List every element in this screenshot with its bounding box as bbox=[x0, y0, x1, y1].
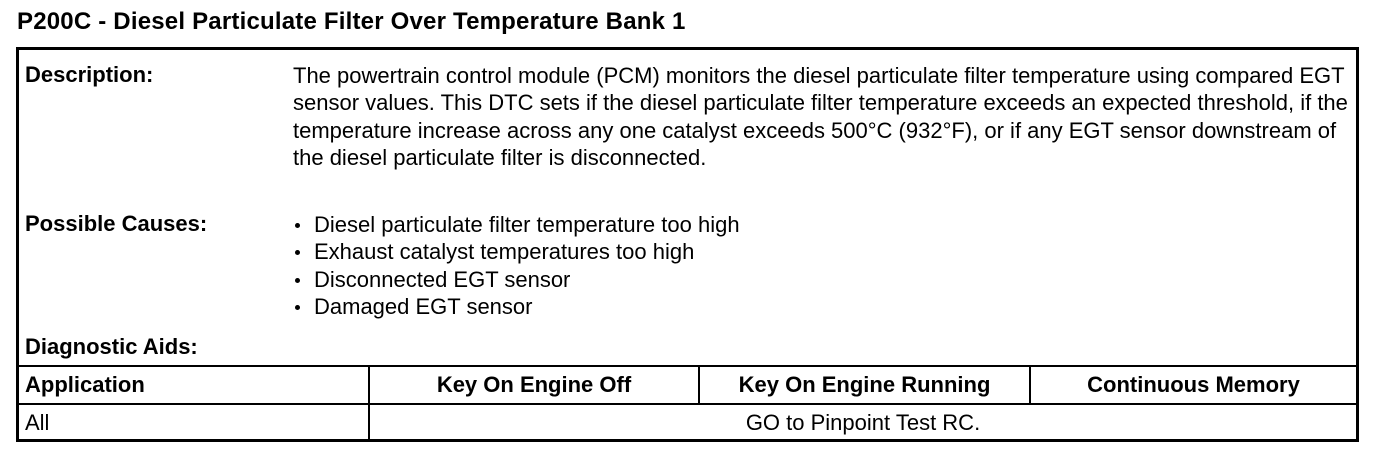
diagnostic-aids-label: Diagnostic Aids: bbox=[25, 334, 198, 359]
cause-item: Diesel particulate filter temperature too high bbox=[293, 211, 1353, 238]
table-header-continuous-memory: Continuous Memory bbox=[1087, 372, 1300, 397]
possible-causes-list bbox=[293, 211, 1353, 320]
table-cell-application: All bbox=[25, 410, 50, 435]
description-text: The powertrain control module (PCM) monitors the diesel particulate filter temperature using compared EGT sensor values. This DTC sets if the diesel particulate filter temperature exceeds an expected threshold, if the temperature increase across any one catalyst exceeds 500°C (932°F), or if any EGT sensor downstream of the diesel particulate filter is disconnected. bbox=[293, 63, 1348, 170]
table-header-application: Application bbox=[25, 372, 145, 397]
possible-causes-list-container bbox=[293, 211, 1353, 320]
page-title: P200C - Diesel Particulate Filter Over Temperature Bank 1 bbox=[17, 8, 686, 35]
table-cell-pinpoint-test-action: GO to Pinpoint Test RC. bbox=[745, 410, 981, 435]
cause-item: Exhaust catalyst temperatures too high bbox=[293, 238, 1353, 265]
cause-item: Disconnected EGT sensor bbox=[293, 266, 1353, 293]
table-header-key-on-engine-off: Key On Engine Off bbox=[436, 372, 632, 397]
possible-causes-label: Possible Causes: bbox=[25, 211, 208, 236]
dtc-info-table bbox=[16, 47, 1359, 442]
cause-item: Damaged EGT sensor bbox=[293, 293, 1353, 320]
description-label: Description: bbox=[25, 62, 154, 87]
table-header-key-on-engine-running: Key On Engine Running bbox=[738, 372, 991, 397]
